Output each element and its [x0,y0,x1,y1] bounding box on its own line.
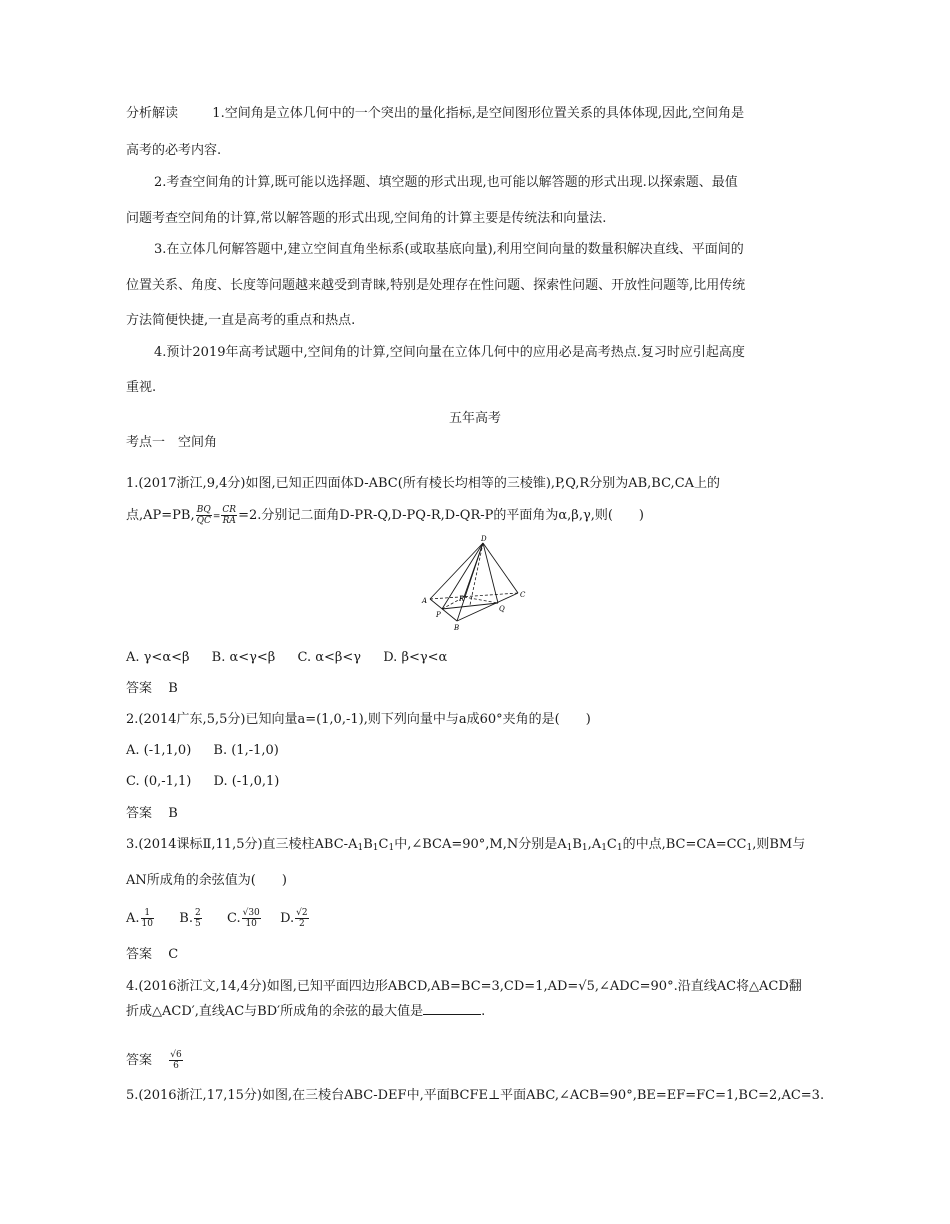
question-1-stem: 1.(2017浙江,9,4分)如图,已知正四面体D-ABC(所有棱长均相等的三棱锥),P,Q,R分别为AB,BC,CA上的 [126,476,721,491]
fraction-denominator: 10 [141,919,153,929]
question-text: 中,∠BCA=90°,M,N分别是A [394,837,567,852]
answer-value: C [168,947,179,962]
option-d[interactable] [280,908,310,929]
fraction-denominator: QC [196,516,211,526]
option-d[interactable]: D. (-1,0,1) [213,774,280,789]
edge-ac-hidden [430,593,518,599]
label-r: R [459,595,465,603]
option-a[interactable]: A. γ<α<β [126,650,190,665]
analysis-label: 分析解读 [126,106,179,121]
analysis-text: 1.空间角是立体几何中的一个突出的量化指标,是空间图形位置关系的具体体现,因此,空间角是 [212,106,745,121]
fraction [141,908,154,929]
question-text: 折成△ACD′,直线AC与BD′所成角的余弦的最大值是 [126,1004,424,1019]
answer-value: B [168,806,178,821]
answer-label: 答案 [126,947,153,962]
question-4-stem-2 [126,1002,485,1021]
label-p: P [436,611,441,619]
option-a[interactable] [126,908,155,929]
fraction-numerator: CR [222,505,237,515]
analysis-text: 4.预计2019年高考试题中,空间角的计算,空间向量在立体几何中的应用必是高考热点.复习时应引起高度 [154,345,745,360]
equals-sign: = [212,512,221,522]
option-d[interactable]: D. β<γ<α [383,650,448,665]
option-b[interactable] [179,908,202,929]
option-label: C. [226,911,241,926]
option-c[interactable]: C. (0,-1,1) [126,774,192,789]
fraction [295,908,308,929]
fraction-denominator: 2 [299,919,305,929]
question-text: C [606,837,617,852]
subscript: 1 [746,843,753,853]
option-a[interactable]: A. (-1,1,0) [126,743,192,758]
fraction-numerator: 1 [141,908,154,919]
answer-row-3 [126,946,178,964]
topic-heading: 考点一 空间角 [126,435,218,450]
question-text: 的中点,BC=CA=CC [622,837,747,852]
question-text: B [572,837,582,852]
fraction-numerator: √30 [242,908,260,918]
label-c: C [520,591,526,599]
subscript: 1 [372,843,379,853]
option-label: A. [126,911,140,926]
fraction-denominator: 5 [194,919,201,929]
fraction-numerator: √6 [170,1050,182,1060]
analysis-text: 方法简便快捷,一直是高考的重点和热点. [126,313,356,328]
fraction-denominator: 10 [245,919,257,929]
answer-row-2 [126,805,178,823]
question-3-stem-2: AN所成角的余弦值为( ) [126,873,287,888]
subscript: 1 [388,843,395,853]
analysis-text: 3.在立体几何解答题中,建立空间直角坐标系(或取基底向量),利用空间向量的数量积解决直线、平面间的 [154,242,744,257]
subscript: 1 [601,843,607,853]
fraction-numerator: √2 [296,908,308,918]
question-2-stem: 2.(2014广东,5,5分)已知向量a=(1,0,-1),则下列向量中与a成60°夹角的是( ) [126,712,591,727]
question-text: C [378,837,389,852]
question-1-options [126,649,465,667]
option-c[interactable] [226,908,262,929]
label-q: Q [499,605,505,613]
answer-label: 答案 [126,681,153,696]
answer-blank[interactable] [423,1002,481,1015]
analysis-text: 重视. [126,380,157,395]
answer-label: 答案 [126,1053,153,1068]
option-label: B. [179,911,193,926]
question-3-stem [126,836,805,857]
edge-da [430,543,483,599]
question-2-options-row2 [126,773,297,791]
analysis-text: 问题考查空间角的计算,常以解答题的形式出现,空间角的计算主要是传统法和向量法. [126,211,607,226]
option-label: D. [280,911,295,926]
fraction-numerator: BQ [196,505,211,515]
fraction-denominator: RA [222,516,236,526]
question-3-options [126,908,310,929]
answer-fraction [169,1050,182,1071]
analysis-text: 位置关系、角度、长度等问题越来越受到青睐,特别是处理存在性问题、探索性问题、开放性问题等,比用传统 [126,278,746,293]
subscript: 1 [616,843,623,853]
fraction-denominator: 6 [173,1061,179,1071]
edge-dq [483,543,498,603]
question-2-options-row1 [126,742,297,760]
option-b[interactable]: B. α<γ<β [211,650,276,665]
question-4-stem: 4.(2016浙江文,14,4分)如图,已知平面四边形ABCD,AB=BC=3,CD=1,AD=√5,∠ADC=90°.沿直线AC将△ACD翻 [126,979,802,994]
edge-ab [430,599,457,621]
fraction-cr-ra [221,505,237,526]
label-a: A [422,597,428,605]
question-text: B [363,837,373,852]
tetrahedron-figure [420,533,530,633]
subscript: 1 [566,843,573,853]
option-c[interactable]: C. α<β<γ [297,650,362,665]
edge-dc [483,543,518,593]
question-text: ,则BM与 [752,837,806,852]
fraction-bq-qc [196,505,212,526]
label-b: B [454,624,460,632]
answer-row-1 [126,680,178,698]
edge-rq-hidden [464,597,498,603]
question-text: . [481,1004,486,1019]
option-b[interactable]: B. (1,-1,0) [213,743,279,758]
label-d: D [481,535,487,543]
answer-label: 答案 [126,806,153,821]
question-text: ,A [587,837,602,852]
question-text: 点,AP=PB, [126,508,195,523]
answer-value: B [168,681,178,696]
analysis-text: 2.考查空间角的计算,既可能以选择题、填空题的形式出现,也可能以解答题的形式出现.以探索题、最值 [154,175,738,190]
question-text: 3.(2014课标Ⅱ,11,5分)直三棱柱ABC-A [126,837,358,852]
fraction [242,908,261,929]
fraction-numerator: 2 [194,908,201,918]
subscript: 1 [581,843,588,853]
section-title: 五年高考 [448,411,501,426]
fraction [194,908,202,929]
question-text: =2.分别记二面角D-PR-Q,D-PQ-R,D-QR-P的平面角为α,β,γ,则( ) [238,508,644,523]
question-5-stem: 5.(2016浙江,17,15分)如图,在三棱台ABC-DEF中,平面BCFE⊥平面ABC,∠ACB=90°,BE=EF=FC=1,BC=2,AC=3. [126,1088,825,1103]
analysis-text: 高考的必考内容. [126,143,222,158]
subscript: 1 [357,843,364,853]
answer-row-4 [126,1050,184,1071]
question-1-stem-2 [126,505,644,526]
analysis-paragraph-1 [126,105,744,123]
